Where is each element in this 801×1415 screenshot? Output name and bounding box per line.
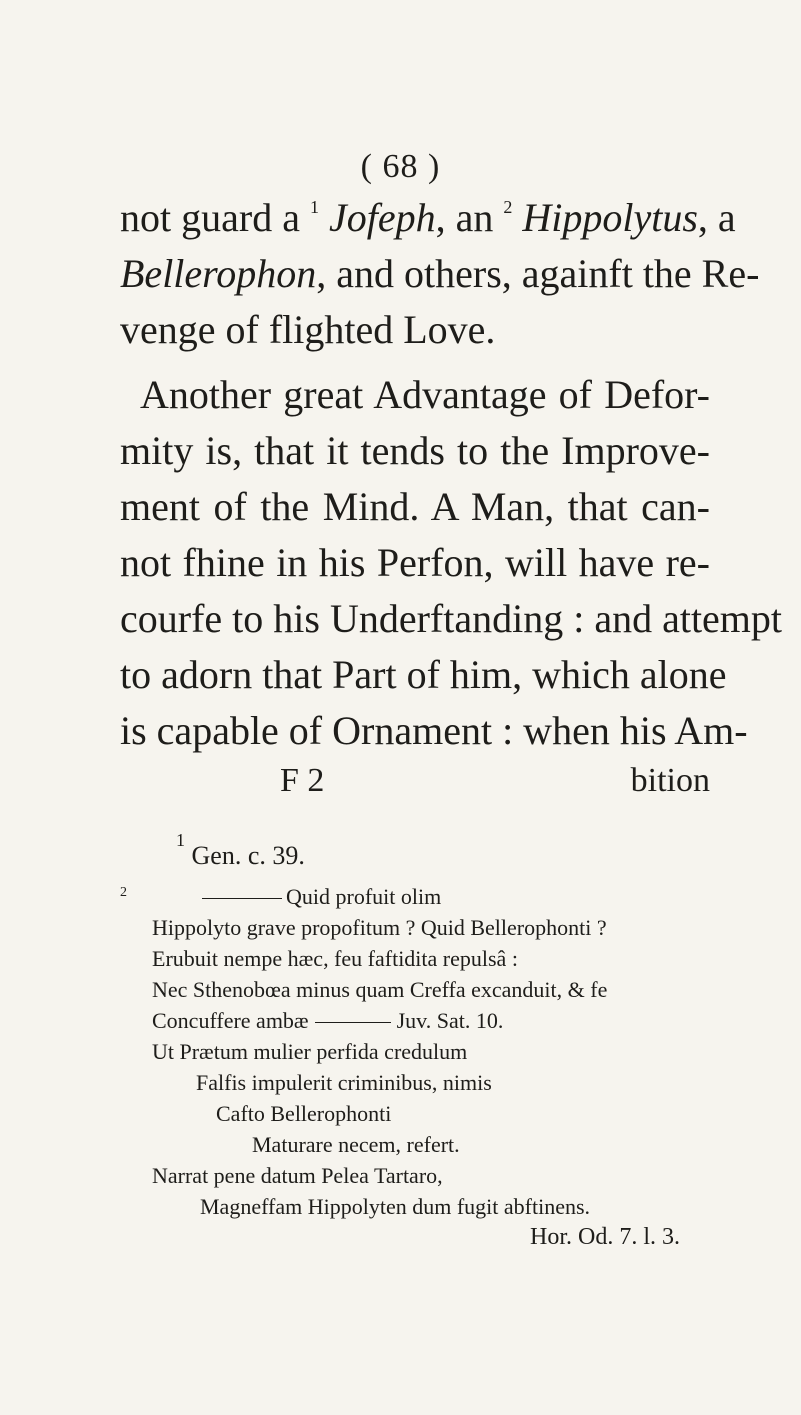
verse-line: Hippolyto grave propofitum ? Quid Bellerophonti ? [152, 915, 607, 940]
paragraph-deformity [120, 367, 783, 759]
verse-line: Cafto Bellerophonti [216, 1101, 392, 1126]
verse-line [152, 1005, 720, 1036]
verse-line: Erubuit nempe hæc, feu faftidita repulsâ : [152, 946, 518, 971]
paragraph-continued [120, 190, 760, 358]
footnotes [120, 830, 720, 1253]
text-fragment: , an [435, 195, 504, 240]
verse-line [152, 881, 720, 912]
footnote-1 [120, 830, 720, 871]
page-footer [120, 762, 710, 800]
name-hippolytus: Hippolytus [522, 195, 698, 240]
signature-mark: F 2 [280, 762, 325, 799]
dash-rule [315, 1022, 391, 1023]
text-line: not fhine in his Perfon, will have re- [120, 540, 710, 585]
citation: Hor. Od. 7. l. 3. [530, 1224, 680, 1250]
text-line: ment of the Mind. A Man, that can- [120, 484, 710, 529]
verse-line: Maturare necem, refert. [252, 1132, 460, 1157]
verse-line: Ut Prætum mulier perfida credulum [152, 1039, 468, 1064]
footnote-ref-1[interactable]: 1 [309, 197, 319, 217]
verse-line: Magneffam Hippolyten dum fugit abftinens. [200, 1194, 591, 1219]
footnote-2 [120, 881, 720, 1253]
verse-text: Quid profuit olim [286, 884, 442, 909]
footnote-mark: 2 [120, 885, 127, 900]
dash-rule [202, 898, 282, 899]
verse-line: Narrat pene datum Pelea Tartaro, [152, 1163, 443, 1188]
verse-line: Falfis impulerit criminibus, nimis [196, 1070, 492, 1095]
text-line: mity is, that it tends to the Improve- [120, 428, 710, 473]
name-bellerophon: Bellerophon [120, 251, 317, 296]
citation: Juv. Sat. 10. [396, 1008, 504, 1033]
text-fragment: , and others, againft the Re- [316, 251, 760, 296]
verse-line: Nec Sthenobœa minus quam Creffa excanduit, & fe [152, 977, 608, 1002]
text-line: to adorn that Part of him, which alone [120, 652, 727, 697]
footnote-mark: 1 [176, 830, 185, 850]
text-line: is capable of Ornament : when his Am- [120, 708, 748, 753]
text-line [120, 246, 760, 302]
verse-text: Concuffere ambæ [152, 1008, 309, 1033]
text-fragment: not guard a [120, 195, 310, 240]
catchword: bition [630, 762, 710, 799]
page-number: ( 68 ) [360, 148, 441, 185]
text-line: venge of flighted Love. [120, 307, 496, 352]
footnote-text: Gen. c. 39. [191, 841, 305, 870]
text-fragment: , a [697, 195, 736, 240]
name-joseph: Jofeph [328, 195, 436, 240]
footnote-ref-2[interactable]: 2 [503, 197, 513, 217]
text-line [120, 190, 736, 246]
text-line: Another great Advantage of Defor- [140, 372, 710, 417]
text-line: courfe to his Underftanding : and attempt [120, 596, 783, 641]
